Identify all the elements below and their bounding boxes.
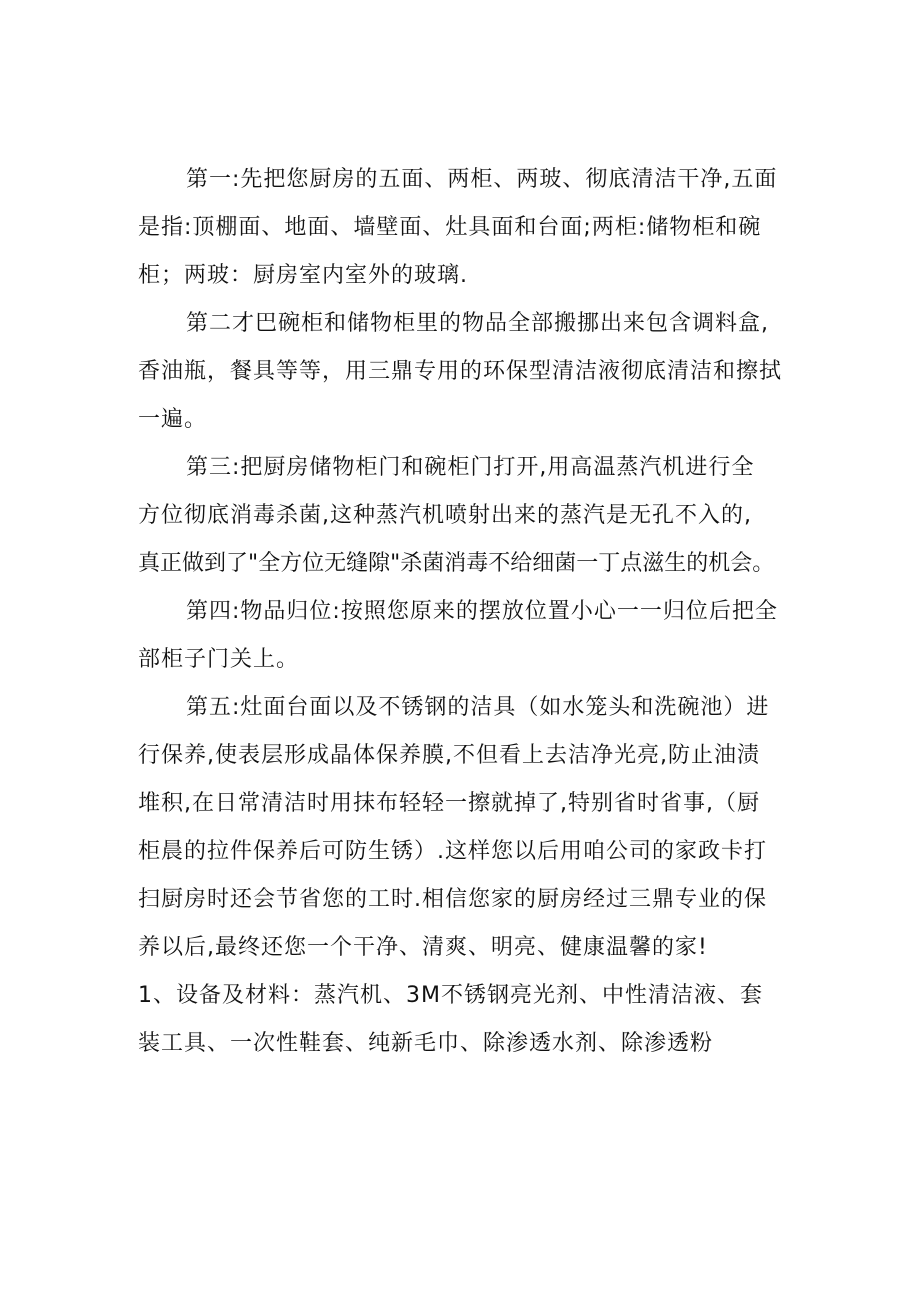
text-line: 扫厨房时还会节省您的工时.相信您家的厨房经过三鼎专业的保 — [138, 887, 767, 912]
text-line: 一遍。 — [138, 407, 208, 432]
text-line: 真正做到了"全方位无缝隙"杀菌消毒不给细菌一丁点滋生的机会。 — [138, 551, 775, 576]
text-line: 堆积,在日常清洁时用抹布轻轻一擦就掉了,特别省时省事,（厨 — [138, 791, 760, 816]
text-line: 部柜子门关上。 — [138, 647, 300, 672]
text-line: 第三:把厨房储物柜门和碗柜门打开,用高温蒸汽机进行全 — [186, 455, 755, 480]
text-line: 装工具、一次性鞋套、纯新毛巾、除渗透水剂、除渗透粉 — [138, 1031, 714, 1056]
text-line: 行保养,使表层形成晶体保养膜,不但看上去洁净光亮,防止油渍 — [138, 743, 760, 768]
text-line: 第五:灶面台面以及不锈钢的洁具（如水笼头和洗碗池）进 — [186, 695, 770, 720]
text-line: 香油瓶，餐具等等，用三鼎专用的环保型清洁液彻底清洁和擦拭 — [138, 359, 783, 384]
text-line: 方位彻底消毒杀菌,这种蒸汽机喷射出来的蒸汽是无孔不入的, — [138, 503, 752, 528]
text-line: 柜晨的拉件保养后可防生锈）.这样您以后用咱公司的家政卡打 — [138, 839, 767, 864]
text-line: 是指:顶棚面、地面、墙壁面、灶具面和台面;两柜:储物柜和碗 — [138, 215, 762, 240]
text-line: 第二才巴碗柜和储物柜里的物品全部搬挪出来包含调料盒, — [186, 311, 769, 336]
text-line: 第一:先把您厨房的五面、两柜、两玻、彻底清洁干净,五面 — [186, 167, 778, 192]
text-line: 1、设备及材料：蒸汽机、3M不锈钢亮光剂、中性清洁液、套 — [138, 983, 763, 1008]
text-line: 第四:物品归位:按照您原来的摆放位置小心一一归位后把全 — [186, 599, 778, 624]
text-line: 养以后,最终还您一个干净、清爽、明亮、健康温馨的家! — [138, 935, 708, 960]
text-line: 柜；两玻：厨房室内室外的玻璃. — [138, 263, 468, 288]
